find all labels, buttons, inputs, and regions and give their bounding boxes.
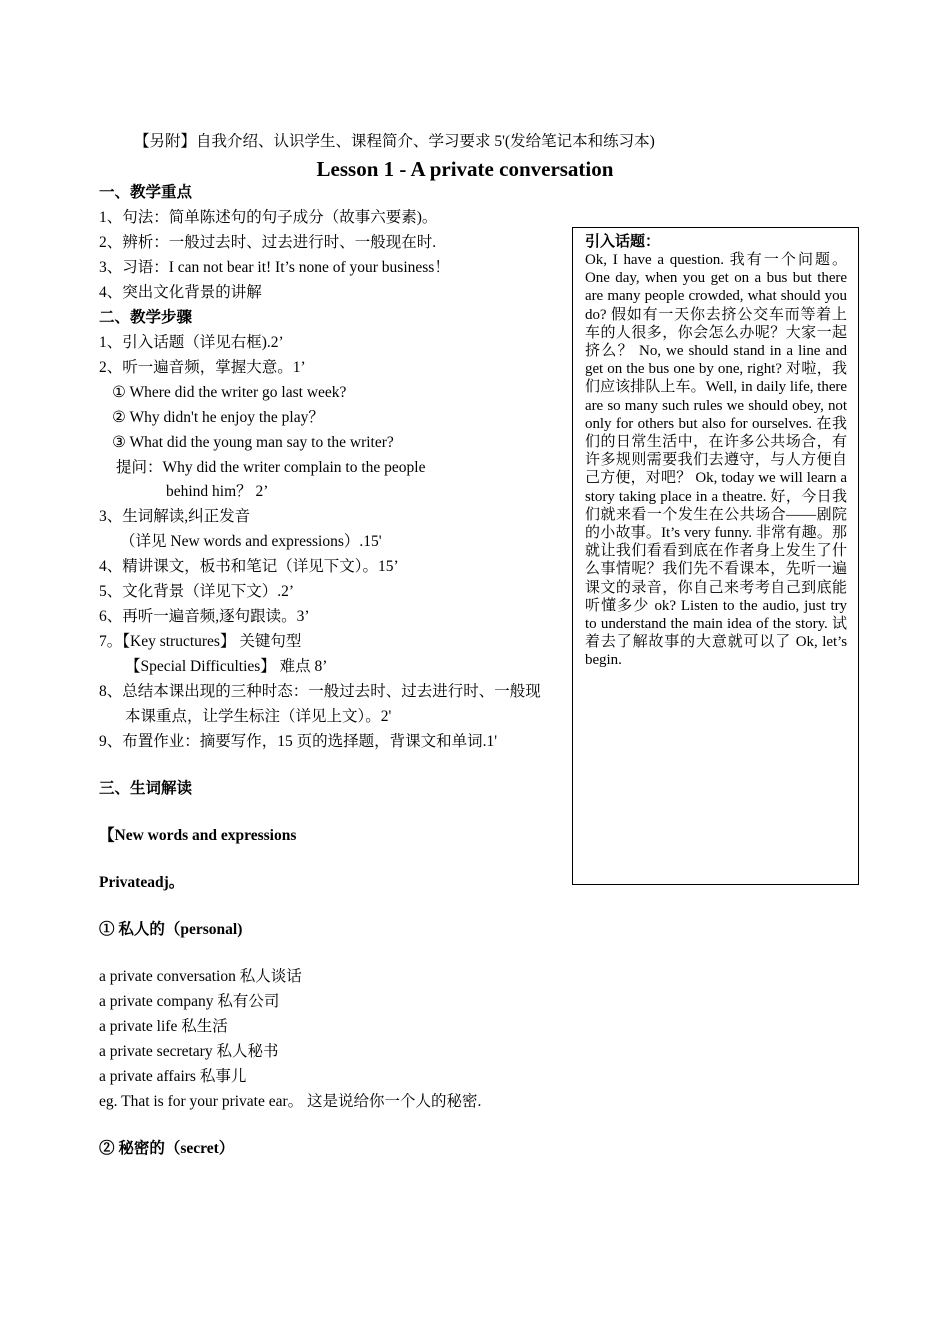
section1-item: 2、辨析：一般过去时、过去进行时、一般现在时. bbox=[99, 234, 437, 251]
new-words-heading: 【New words and expressions bbox=[99, 827, 297, 844]
question-line: 提问：Why did the writer complain to the people bbox=[116, 459, 426, 476]
section2-line: 【Special Difficulties】 难点 8’ bbox=[125, 658, 328, 675]
section2-line: （详见 New words and expressions）.15' bbox=[120, 533, 382, 550]
section3-heading: 三、生词解读 bbox=[99, 780, 193, 797]
example-line: a private secretary 私人秘书 bbox=[99, 1043, 279, 1060]
example-line: a private affairs 私事儿 bbox=[99, 1068, 247, 1085]
section2-line: 3、生词解读,纠正发音 bbox=[99, 508, 251, 525]
section2-line: 1、引入话题（详见右框).2’ bbox=[99, 334, 284, 351]
sense-2: ② 秘密的（secret） bbox=[99, 1140, 235, 1157]
section2-line: 7。【Key structures】 关键句型 bbox=[99, 633, 302, 650]
section1-item: 3、习语：I can not bear it! It’s none of your business！ bbox=[99, 259, 450, 276]
question-line: ② Why didn't he enjoy the play？ bbox=[112, 409, 324, 426]
sense-1: ① 私人的（personal) bbox=[99, 921, 243, 938]
section2-line: 9、布置作业：摘要写作，15 页的选择题，背课文和单词.1' bbox=[99, 733, 498, 750]
section1-item: 1、句法：简单陈述句的句子成分（故事六要素)。 bbox=[99, 209, 438, 226]
section2-line: 8、总结本课出现的三种时态：一般过去时、过去进行时、一般现 bbox=[99, 683, 541, 700]
section1-heading: 一、教学重点 bbox=[99, 184, 193, 201]
question-line: behind him？ 2’ bbox=[166, 483, 269, 500]
section1-item: 4、突出文化背景的讲解 bbox=[99, 284, 262, 301]
intro-topic-text: Ok, I have a question. 我有一个问题。One day, when you get on a bus but there are many people crowded, what should you do? 假如有一天你去挤公交车而等着上车的人很多，你会怎么办呢？大家一起挤么？ No, we should stand in a line and get on the bus one by one, right? 对啦，我们应该排队上车。Well, in daily life, there are so many such rules we should obey, not only for others but also for ourselves. 在我们的日常生活中，在许多公共场合，有许多规则需要我们去遵守，与人方便自己方便，对吧？ Ok, today we will learn a story taking place in a theatre. 好，今日我们就来看一个发生在公共场合——剧院的小故事。It’s very funny. 非常有趣。那就让我们看看到底在作者身上发生了什么事情呢？我们先不看课本，先听一遍课文的录音，你自己来考考自己到底能听懂多少 ok? Listen to the audio, just try to understand the main idea of the story. 试着去了解故事的大意就可以了 Ok, let’s begin. bbox=[585, 252, 847, 669]
example-line: a private life 私生活 bbox=[99, 1018, 228, 1035]
example-line: a private conversation 私人谈话 bbox=[99, 968, 302, 985]
header-note: 【另附】自我介绍、认识学生、课程简介、学习要求 5'(发给笔记本和练习本) bbox=[134, 133, 655, 150]
question-line: ① Where did the writer go last week? bbox=[112, 384, 347, 401]
question-line: ③ What did the young man say to the writer? bbox=[112, 434, 394, 451]
section2-line: 5、文化背景（详见下文）.2’ bbox=[99, 583, 295, 600]
intro-topic-title: 引入话题： bbox=[585, 234, 661, 250]
section2-line: 4、精讲课文，板书和笔记（详见下文）。15’ bbox=[99, 558, 399, 575]
vocab-word: Privateadj。 bbox=[99, 874, 185, 891]
section2-heading: 二、教学步骤 bbox=[99, 309, 193, 326]
section2-line: 2、听一遍音频，掌握大意。1’ bbox=[99, 359, 306, 376]
page-title: Lesson 1 - A private conversation bbox=[316, 157, 614, 181]
section2-line: 6、再听一遍音频,逐句跟读。3’ bbox=[99, 608, 310, 625]
example-line: eg. That is for your private ear。 这是说给你一个人的秘密. bbox=[99, 1093, 482, 1110]
intro-topic-box bbox=[572, 227, 859, 885]
section2-line: 本课重点，让学生标注（详见上文）。2' bbox=[125, 708, 392, 725]
example-line: a private company 私有公司 bbox=[99, 993, 280, 1010]
